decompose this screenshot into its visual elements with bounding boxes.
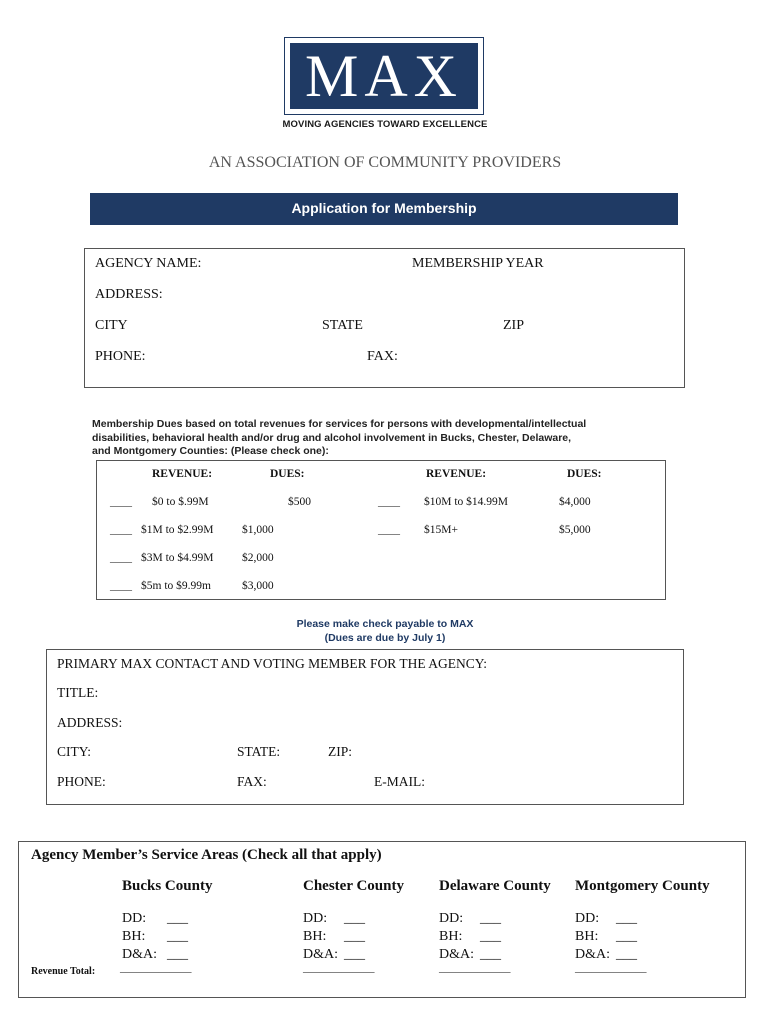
delaware-service-list (439, 910, 501, 964)
bucks-revenue-total-blank[interactable]: _____________ (120, 962, 192, 974)
bh-label: BH: (122, 929, 146, 944)
dues-intro-line: Membership Dues based on total revenues for services for persons with developmental/intellectual (92, 418, 587, 430)
dues-checkbox-blank[interactable]: ____ (110, 580, 132, 592)
service-areas-title: Agency Member’s Service Areas (Check all that apply) (31, 847, 382, 863)
revenue-range: $5m to $9.99m (141, 580, 211, 592)
dd-check-blank[interactable]: ___ (616, 911, 637, 926)
address-label: ADDRESS: (95, 287, 163, 302)
contact-info-box (46, 649, 684, 805)
agency-name-label: AGENCY NAME: (95, 256, 202, 271)
dues-checkbox-blank[interactable]: ____ (378, 524, 400, 536)
zip-label: ZIP (503, 318, 524, 333)
dues-amount: $4,000 (559, 496, 591, 508)
contact-title-label: TITLE: (57, 685, 99, 700)
contact-zip-label: ZIP: (328, 744, 353, 759)
dues-intro-line: and Montgomery Counties: (Please check one): (92, 445, 329, 457)
contact-address-label: ADDRESS: (57, 715, 123, 730)
dd-check-blank[interactable]: ___ (480, 911, 501, 926)
bh-label: BH: (575, 929, 599, 944)
state-label: STATE (322, 318, 363, 333)
dues-header: DUES: (270, 468, 305, 480)
dues-amount: $3,000 (242, 580, 274, 592)
bh-label: BH: (439, 929, 463, 944)
montgomery-service-list (575, 910, 637, 964)
revenue-range: $3M to $4.99M (141, 552, 214, 564)
contact-state-label: STATE: (237, 744, 281, 759)
dd-check-blank[interactable]: ___ (167, 911, 188, 926)
dd-label: DD: (575, 911, 600, 926)
association-subtitle: AN ASSOCIATION OF COMMUNITY PROVIDERS (208, 154, 562, 171)
dd-label: DD: (439, 911, 464, 926)
revenue-header: REVENUE: (426, 468, 487, 480)
due-date-line: (Dues are due by July 1) (324, 631, 446, 644)
membership-year-label: MEMBERSHIP YEAR (412, 256, 544, 271)
bh-label: BH: (303, 929, 327, 944)
contact-section-title: PRIMARY MAX CONTACT AND VOTING MEMBER FOR THE AGENCY: (57, 656, 487, 671)
fax-label: FAX: (367, 349, 398, 364)
dd-label: DD: (122, 911, 147, 926)
dd-label: DD: (303, 911, 328, 926)
logo: MAX (304, 43, 463, 109)
da-label: D&A: (575, 947, 610, 962)
bh-check-blank[interactable]: ___ (167, 929, 188, 944)
montgomery-revenue-total-blank[interactable]: _____________ (575, 962, 647, 974)
da-check-blank[interactable]: ___ (344, 947, 365, 962)
dues-checkbox-blank[interactable]: ____ (378, 496, 400, 508)
dues-header: DUES: (567, 468, 602, 480)
bh-check-blank[interactable]: ___ (344, 929, 365, 944)
da-label: D&A: (122, 947, 157, 962)
da-check-blank[interactable]: ___ (616, 947, 637, 962)
city-label: CITY (95, 318, 128, 333)
page-title-banner: Application for Membership (90, 193, 678, 225)
county-montgomery: Montgomery County (575, 878, 710, 894)
chester-service-list (303, 910, 365, 964)
county-delaware: Delaware County (439, 878, 551, 894)
da-check-blank[interactable]: ___ (167, 947, 188, 962)
revenue-range: $15M+ (424, 524, 458, 536)
dues-amount: $1,000 (242, 524, 274, 536)
revenue-range: $10M to $14.99M (424, 496, 509, 508)
contact-city-label: CITY: (57, 744, 92, 759)
revenue-header: REVENUE: (152, 468, 213, 480)
logo-tagline: MOVING AGENCIES TOWARD EXCELLENCE (282, 119, 488, 130)
contact-email-label: E-MAIL: (374, 774, 425, 789)
da-check-blank[interactable]: ___ (480, 947, 501, 962)
revenue-total-label: Revenue Total: (31, 966, 96, 977)
bucks-service-list (122, 910, 188, 964)
delaware-revenue-total-blank[interactable]: _____________ (439, 962, 511, 974)
dd-check-blank[interactable]: ___ (344, 911, 365, 926)
county-chester: Chester County (303, 878, 404, 894)
revenue-range: $1M to $2.99M (141, 524, 214, 536)
dues-instructions (92, 418, 652, 459)
dues-checkbox-blank[interactable]: ____ (110, 552, 132, 564)
payable-line: Please make check payable to MAX (296, 618, 474, 630)
da-label: D&A: (303, 947, 338, 962)
contact-phone-label: PHONE: (57, 774, 106, 789)
dues-checkbox-blank[interactable]: ____ (110, 524, 132, 536)
dues-intro-line: disabilities, behavioral health and/or drug and alcohol involvement in Bucks, Chester, Delaware, (92, 431, 572, 444)
county-bucks: Bucks County (122, 878, 213, 894)
phone-label: PHONE: (95, 349, 146, 364)
bh-check-blank[interactable]: ___ (616, 929, 637, 944)
chester-revenue-total-blank[interactable]: _____________ (303, 962, 375, 974)
bh-check-blank[interactable]: ___ (480, 929, 501, 944)
dues-checkbox-blank[interactable]: ____ (110, 496, 132, 508)
dues-amount: $5,000 (559, 524, 591, 536)
da-label: D&A: (439, 947, 474, 962)
payment-note (0, 618, 770, 645)
revenue-range: $0 to $.99M (152, 496, 209, 508)
contact-fax-label: FAX: (237, 774, 267, 789)
dues-amount: $2,000 (242, 552, 274, 564)
dues-amount: $500 (288, 496, 311, 508)
